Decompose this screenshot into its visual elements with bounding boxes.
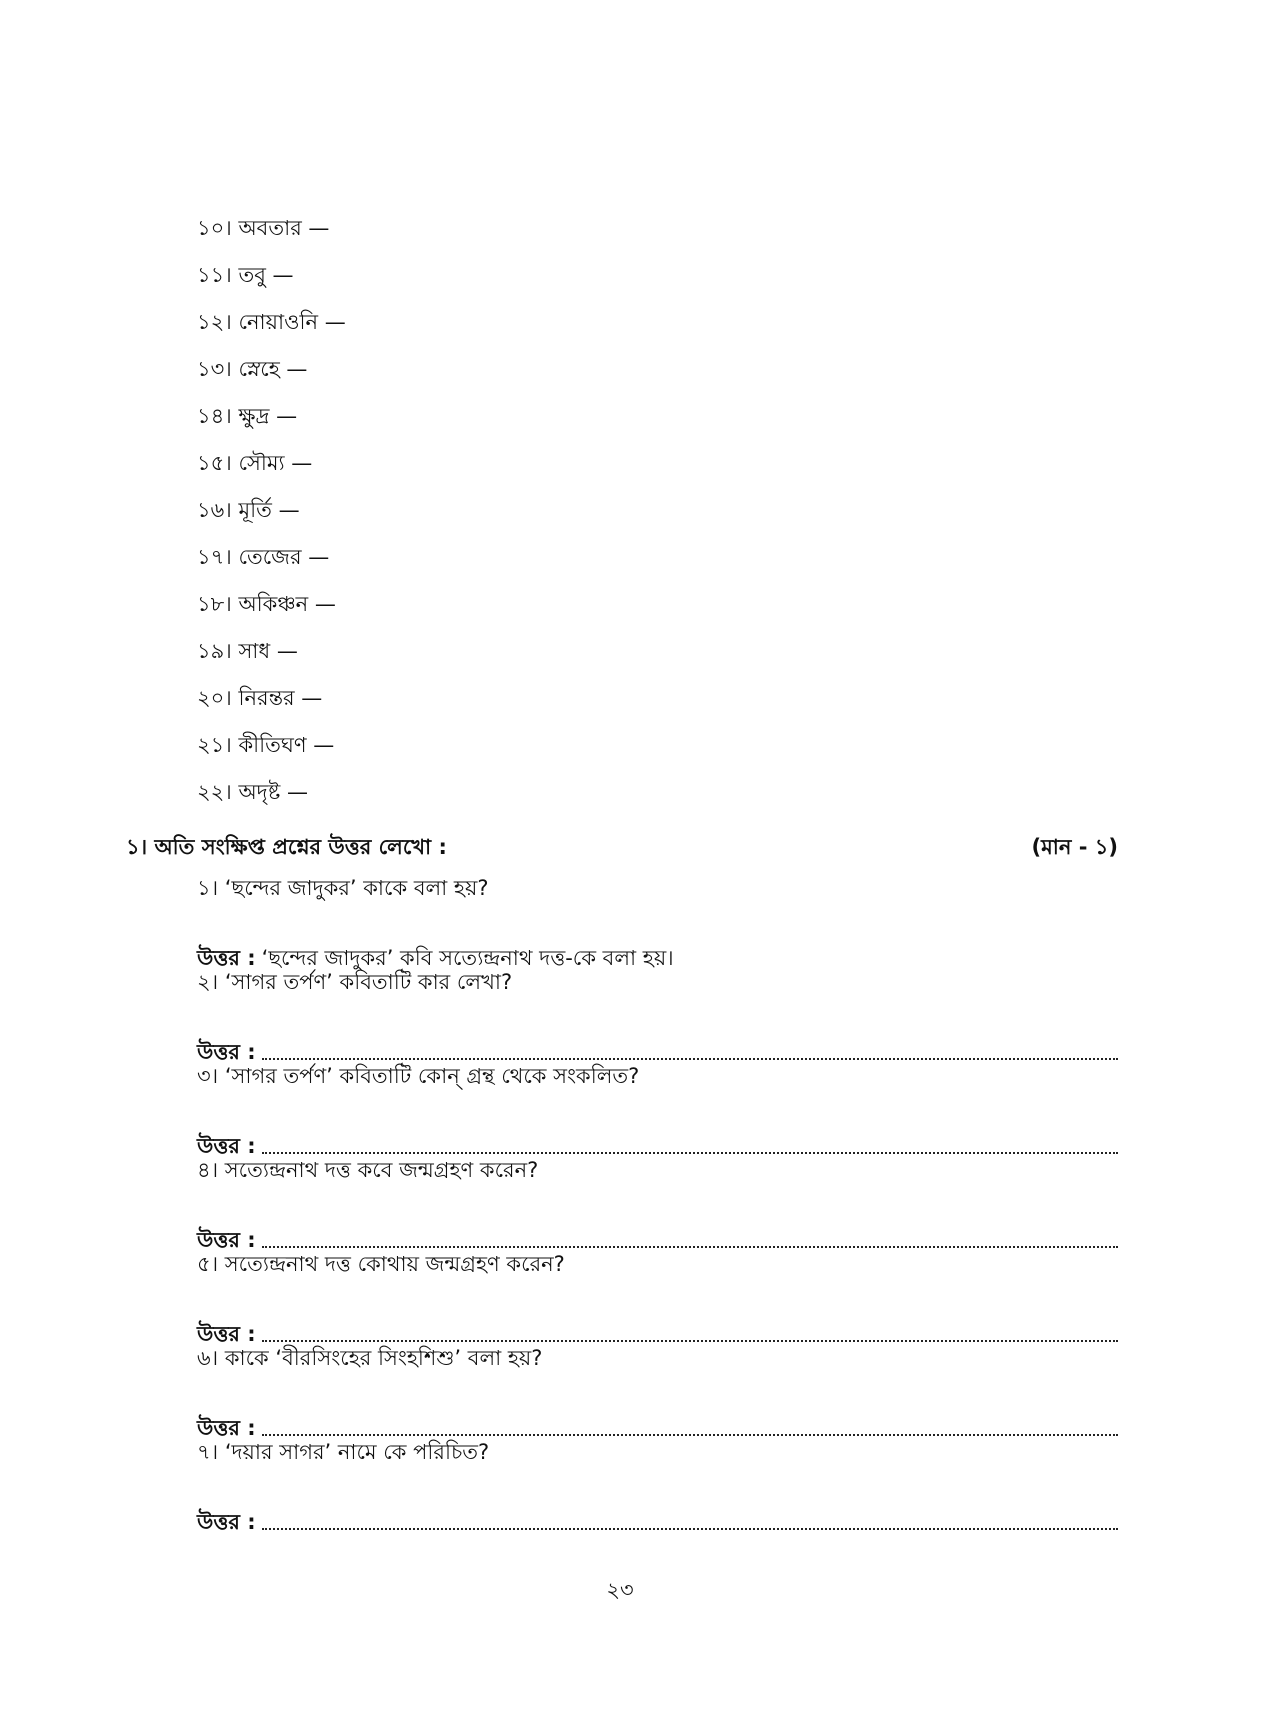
answer-text: ‘ছন্দের জাদুকর’ কবি সত্যেন্দ্রনাথ দত্ত-কে বলা হয়। (261, 946, 674, 970)
vocab-item: ১৯। সাধ — (197, 639, 298, 663)
answer-row[interactable] (197, 1487, 1118, 1534)
answer-row[interactable] (197, 1017, 1118, 1064)
answer-blank-line[interactable] (262, 1416, 1118, 1436)
answer-blank-line[interactable] (262, 1040, 1118, 1060)
answer-blank-line[interactable] (262, 1510, 1118, 1530)
answer-row[interactable] (197, 1299, 1118, 1346)
answer-blank-line[interactable] (262, 1134, 1118, 1154)
question-list (197, 876, 1118, 1534)
answer-label: উত্তর : (197, 1416, 256, 1440)
answer-label: উত্তর : (197, 1510, 256, 1534)
answer-label: উত্তর : (197, 1228, 256, 1252)
question-text: ৩। ‘সাগর তর্পণ’ কবিতাটি কোন্ গ্রন্থ থেকে সংকলিত? (197, 1064, 640, 1088)
question-text: ৫। সত্যেন্দ্রনাথ দত্ত কোথায় জন্মগ্রহণ করেন? (197, 1252, 565, 1276)
vocab-item: ২০। নিরন্তর — (197, 686, 323, 710)
question-text: ৪। সত্যেন্দ্রনাথ দত্ত কবে জন্মগ্রহণ করেন? (197, 1158, 539, 1182)
section-marks: (মান - ১) (1031, 835, 1118, 859)
question-text: ১। ‘ছন্দের জাদুকর’ কাকে বলা হয়? (197, 876, 489, 900)
answer-row[interactable] (197, 1393, 1118, 1440)
answer-label: উত্তর : (197, 946, 256, 970)
section-heading (126, 831, 1118, 861)
answer-label: উত্তর : (197, 1322, 256, 1346)
vocabulary-list (197, 216, 797, 827)
question-text: ২। ‘সাগর তর্পণ’ কবিতাটি কার লেখা? (197, 970, 513, 994)
vocab-item: ১৮। অকিঞ্চন — (197, 592, 336, 616)
vocab-item: ২২। অদৃষ্ট — (197, 780, 308, 804)
answer-row[interactable] (197, 1111, 1118, 1158)
answer-row (197, 923, 1118, 970)
answer-row[interactable] (197, 1205, 1118, 1252)
answer-blank-line[interactable] (262, 1322, 1118, 1342)
page-number: ২৩ (606, 1578, 634, 1602)
vocab-item: ১৩। স্নেহে — (197, 357, 308, 381)
vocab-item: ১৫। সৌম্য — (197, 451, 313, 475)
question-text: ৬। কাকে ‘বীরসিংহের সিংহশিশু’ বলা হয়? (197, 1346, 543, 1370)
answer-label: উত্তর : (197, 1134, 256, 1158)
answer-blank-line[interactable] (262, 1228, 1118, 1248)
vocab-item: ১৬। মূর্তি — (197, 498, 300, 522)
vocab-item: ২১। কীতিঘণ — (197, 733, 335, 757)
vocab-item: ১০। অবতার — (197, 216, 330, 240)
question-text: ৭। ‘দয়ার সাগর’ নামে কে পরিচিত? (197, 1440, 490, 1464)
answer-label: উত্তর : (197, 1040, 256, 1064)
vocab-item: ১৪। ক্ষুদ্র — (197, 404, 298, 428)
vocab-item: ১৭। তেজের — (197, 545, 330, 569)
section-title: ১। অতি সংক্ষিপ্ত প্রশ্নের উত্তর লেখো : (126, 835, 447, 859)
vocab-item: ১২। নোয়াওনি — (197, 310, 346, 334)
vocab-item: ১১। তবু — (197, 263, 294, 287)
